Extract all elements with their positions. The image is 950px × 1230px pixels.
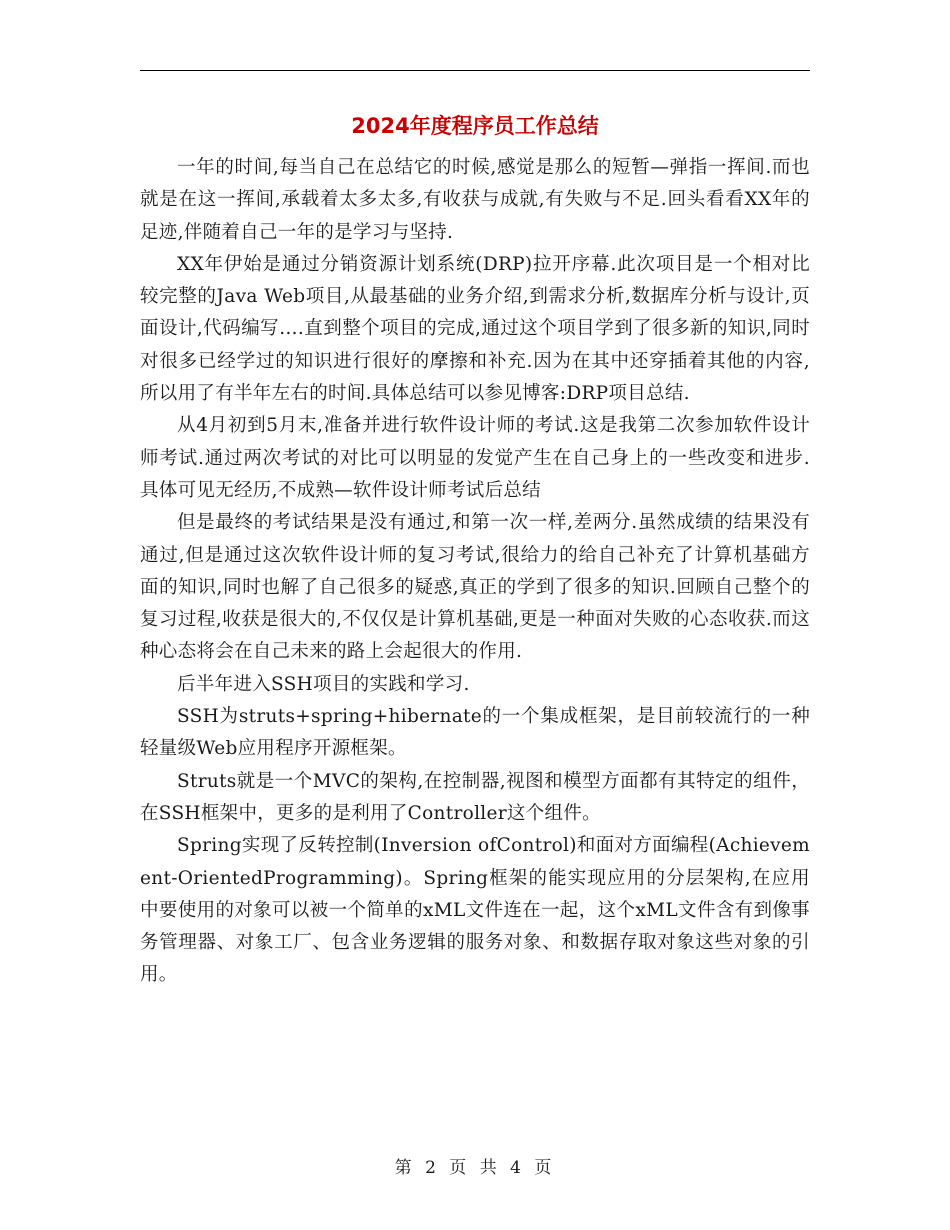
paragraph-struts: Struts就是一个MVC的架构,在控制器,视图和模型方面都有其特定的组件，在SSH框架中，更多的是利用了Controller这个组件。 [140, 770, 810, 824]
paragraph-ssh-intro: 后半年进入SSH项目的实践和学习. [177, 673, 470, 695]
document-title: 2024年度程序员工作总结 [351, 114, 599, 138]
paragraph-exam-result: 但是最终的考试结果是没有通过,和第一次一样,差两分.虽然成绩的结果没有通过,但是通过这次软件设计师的复习考试,很给力的给自己补充了计算机基础方面的知识,同时也解了自己很多的疑惑,真正的学到了很多的知识.回顾自己整个的复习过程,收获是很大的,不仅仅是计算机基础,更是一种面对失败的心态收获.而这种心态将会在自己未来的路上会起很大的作用. [140, 512, 810, 663]
paragraph-drp-project: XX年伊始是通过分销资源计划系统(DRP)拉开序幕.此次项目是一个相对比较完整的Java Web项目,从最基础的业务介绍,到需求分析,数据库分析与设计,页面设计,代码编写….直到整个项目的完成,通过这个项目学到了很多新的知识,同时对很多已经学过的知识进行很好的摩擦和补充.因为在其中还穿插着其他的内容,所以用了有半年左右的时间.具体总结可以参见博客:DRP项目总结. [140, 253, 810, 405]
document-body [140, 152, 810, 992]
header-rule [140, 70, 810, 71]
paragraph-spring: Spring实现了反转控制(Inversion ofControl)和面对方面编程(Achievement-OrientedProgramming)。Spring框架的能实现应用的分层架构,在应用中要使用的对象可以被一个简单的xML文件连在一起，这个xML文件含有到像事务管理器、对象工厂、包含业务逻辑的服务对象、和数据存取对象这些对象的引用。 [140, 835, 810, 986]
paragraph-ssh-definition: SSH为struts+spring+hibernate的一个集成框架，是目前较流行的一种轻量级Web应用程序开源框架。 [140, 706, 810, 760]
paragraph-exam-prep: 从4月初到5月末,准备并进行软件设计师的考试.这是我第二次参加软件设计师考试.通过两次考试的对比可以明显的发觉产生在自己身上的一些改变和进步.具体可见无经历,不成熟—软件设计师考试后总结 [140, 415, 810, 501]
page-number: 第 2 页 共 4 页 [394, 1158, 556, 1178]
paragraph-intro: 一年的时间,每当自己在总结它的时候,感觉是那么的短暂—弹指一挥间.而也就是在这一挥间,承载着太多太多,有收获与成就,有失败与不足.回头看看XX年的足迹,伴随着自己一年的是学习与坚持. [140, 157, 810, 243]
